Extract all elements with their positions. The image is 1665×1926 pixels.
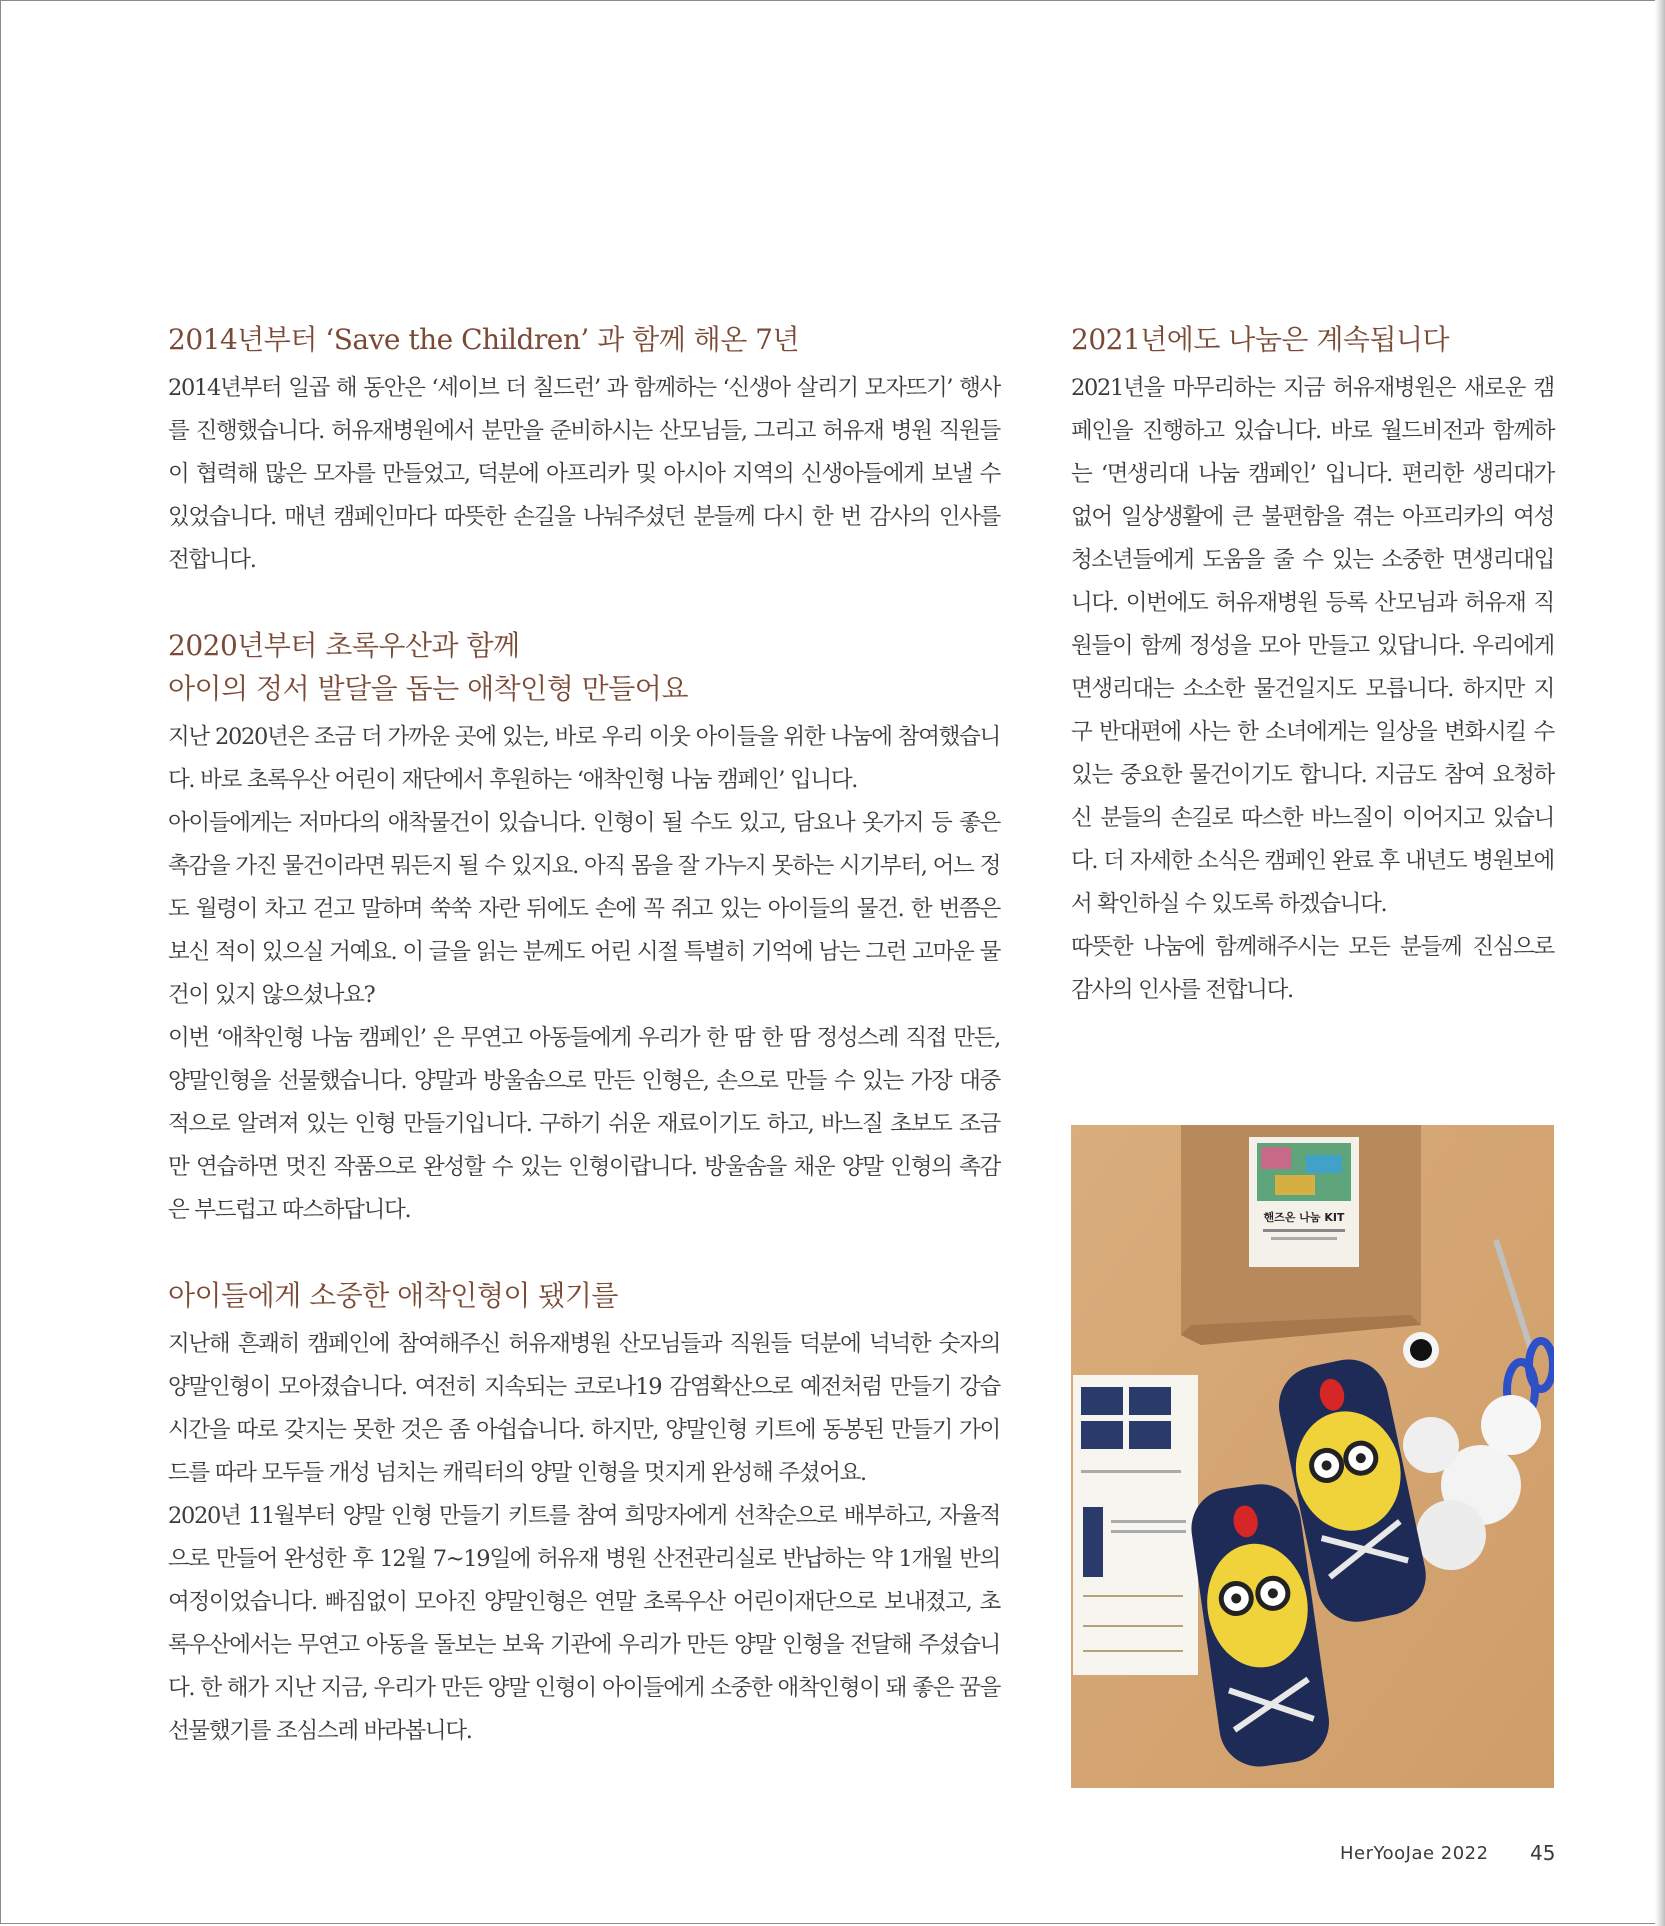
section-heading: 2021년에도 나눔은 계속됩니다	[1071, 323, 1450, 356]
kit-title: 핸즈온 나눔 KIT	[1263, 1211, 1345, 1224]
section-paragraph: 이번 ‘애착인형 나눔 캠페인’ 은 무연고 아동들에게 우리가 한 땀 한 땀 정성스레 직접 만든, 양말인형을 선물했습니다. 양말과 방울솜으로 만든 인형은, 손으로 만들 수 있는 가장 대중적으로 알려져 있는 인형 만들기입니다. 구하기 쉬운 재료이기도 하고, 바느질 초보도 조금만 연습하면 멋진 작품으로 완성할 수 있는 인형이랍니다. 방울솜을 채운 양말 인형의 촉감은 부드럽고 따스하답니다.	[168, 1025, 1000, 1223]
section-paragraph: 아이들에게는 저마다의 애착물건이 있습니다. 인형이 될 수도 있고, 담요나 옷가지 등 좋은 촉감을 가진 물건이라면 뭐든지 될 수 있지요. 아직 몸을 잘 가누지 못하는 시기부터, 어느 정도 월령이 차고 걷고 말하며 쑥쑥 자란 뒤에도 손에 꼭 쥐고 있는 아이들의 물건. 한 번쯤은 보신 적이 있으실 거예요. 이 글을 읽는 분께도 어린 시절 특별히 기억에 남는 그런 고마운 물건이 있지 않으셨나요?	[168, 810, 1000, 1008]
page-number: 45	[1530, 1841, 1556, 1865]
section-heading: 2014년부터 ‘Save the Children’ 과 함께 해온 7년	[168, 323, 800, 356]
section-attachment-doll	[168, 1274, 1000, 1753]
section-2021-sharing	[1071, 318, 1554, 1012]
section-heading-line2: 아이의 정서 발달을 돕는 애착인형 만들어요	[168, 672, 688, 705]
page-fold-shadow	[1655, 0, 1665, 1926]
section-paragraph: 지난 2020년은 조금 더 가까운 곳에 있는, 바로 우리 이웃 아이들을 위한 나눔에 참여했습니다. 바로 초록우산 어린이 재단에서 후원하는 ‘애착인형 나눔 캠페인’ 입니다.	[168, 724, 1000, 793]
section-green-umbrella	[168, 624, 1000, 1232]
photo-sock-doll-kit	[1071, 1125, 1554, 1788]
section-save-the-children	[168, 318, 1000, 582]
section-heading-line1: 2020년부터 초록우산과 함께	[168, 629, 520, 662]
left-column	[168, 318, 1000, 1795]
section-paragraph: 2021년을 마무리하는 지금 허유재병원은 새로운 캠페인을 진행하고 있습니다. 바로 월드비전과 함께하는 ‘면생리대 나눔 캠페인’ 입니다. 편리한 생리대가 없어 일상생활에 큰 불편함을 겪는 아프리카의 여성 청소년들에게 도움을 줄 수 있는 소중한 면생리대입니다. 이번에도 허유재병원 등록 산모님과 허유재 직원들이 함께 정성을 모아 만들고 있답니다. 우리에게 면생리대는 소소한 물건일지도 모릅니다. 하지만 지구 반대편에 사는 한 소녀에게는 일상을 변화시킬 수 있는 중요한 물건이기도 합니다. 지금도 참여 요청하신 분들의 손길로 따스한 바느질이 이어지고 있습니다. 더 자세한 소식은 캠페인 완료 후 내년도 병원보에서 확인하실 수 있도록 하겠습니다.	[1071, 375, 1554, 917]
photo-illustration	[1071, 1125, 1554, 1788]
publication-name: HerYooJae 2022	[1340, 1843, 1489, 1864]
section-heading	[168, 624, 1000, 710]
section-paragraph: 2014년부터 일곱 해 동안은 ‘세이브 더 칠드런’ 과 함께하는 ‘신생아 살리기 모자뜨기’ 행사를 진행했습니다. 허유재병원에서 분만을 준비하시는 산모님들, 그리고 허유재 병원 직원들이 협력해 많은 모자를 만들었고, 덕분에 아프리카 및 아시아 지역의 신생아들에게 보낼 수 있었습니다. 매년 캠페인마다 따뜻한 손길을 나눠주셨던 분들께 다시 한 번 감사의 인사를 전합니다.	[168, 375, 1000, 573]
section-paragraph: 지난해 흔쾌히 캠페인에 참여해주신 허유재병원 산모님들과 직원들 덕분에 넉넉한 숫자의 양말인형이 모아졌습니다. 여전히 지속되는 코로나19 감염확산으로 예전처럼 만들기 강습 시간을 따로 갖지는 못한 것은 좀 아쉽습니다. 하지만, 양말인형 키트에 동봉된 만들기 가이드를 따라 모두들 개성 넘치는 캐릭터의 양말 인형을 멋지게 완성해 주셨어요.	[168, 1331, 1000, 1486]
right-column	[1071, 318, 1554, 1054]
section-paragraph: 2020년 11월부터 양말 인형 만들기 키트를 참여 희망자에게 선착순으로 배부하고, 자율적으로 만들어 완성한 후 12월 7~19일에 허유재 병원 산전관리실로 반납하는 약 1개월 반의 여정이었습니다. 빠짐없이 모아진 양말인형은 연말 초록우산 어린이재단으로 보내졌고, 초록우산에서는 무연고 아동을 돌보는 보육 기관에 우리가 만든 양말 인형을 전달해 주셨습니다. 한 해가 지난 지금, 우리가 만든 양말 인형이 아이들에게 소중한 애착인형이 돼 좋은 꿈을 선물했기를 조심스레 바라봅니다.	[168, 1503, 1000, 1744]
section-paragraph: 따뜻한 나눔에 함께해주시는 모든 분들께 진심으로 감사의 인사를 전합니다.	[1071, 934, 1554, 1003]
section-heading: 아이들에게 소중한 애착인형이 됐기를	[168, 1279, 618, 1312]
